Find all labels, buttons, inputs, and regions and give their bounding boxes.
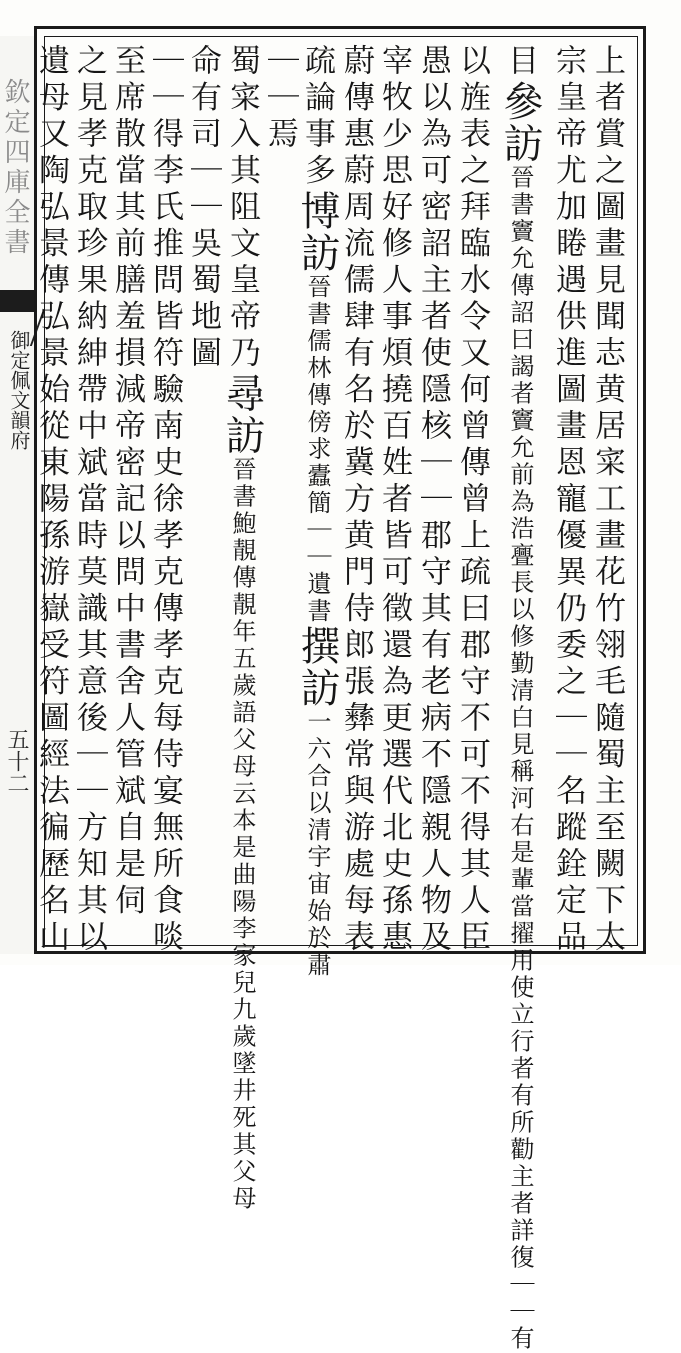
column-text: 遺母又陶弘景傳弘景始從東陽孫游嶽受符圖經法徧歷名山 xyxy=(33,44,69,957)
entry-heading: 博訪 xyxy=(294,190,340,274)
text-column-2 xyxy=(547,44,595,957)
column-text: 至席散當其前膳羞損減帝密記以問中書舍人管斌自是伺 xyxy=(109,44,145,920)
text-columns xyxy=(33,44,634,1353)
column-text: 宗皇帝尤加睠遇供進圖畫恩寵優異仍委之｜｜名蹤銓定品 xyxy=(550,44,586,957)
entry-heading: 尋訪 xyxy=(219,372,265,457)
text-column-3 xyxy=(497,44,547,1353)
column-text: 以旌表之拜臨水令又何曾傳曾上疏曰郡守不可不得其人臣 xyxy=(454,44,490,957)
edge-header-text: 欽定四庫全書 xyxy=(0,78,30,258)
entry-annotation: 晉書儒林傳傍求蠹簡｜｜遺書 xyxy=(303,274,331,625)
column-text: 上者賞之圖畫見聞志黄居寀工畫花竹翎毛隨蜀主至闕下太 xyxy=(589,44,625,957)
page-number: 五十二 xyxy=(4,728,29,794)
column-text: ｜｜得李氏推問皆符驗南史徐孝克傳孝克每侍宴無所食啖 xyxy=(147,44,183,957)
column-text: 愚以為可密詔主者使隱核｜｜郡守其有老病不隱親人物及 xyxy=(415,44,451,957)
column-entry xyxy=(499,44,541,1353)
column-text: 宰牧少思好修人事煩撓百姓者皆可徵還為更選代北史孫惠 xyxy=(376,44,412,957)
column-text: 疏論事多 xyxy=(299,44,335,190)
entry-annotation: 一六合以清宇宙始於肅 xyxy=(303,709,331,979)
entry-heading: 撰訪 xyxy=(294,625,340,709)
text-column-15 xyxy=(30,44,78,957)
entry-heading: 參訪 xyxy=(497,80,543,165)
column-text: ｜｜焉 xyxy=(262,44,298,154)
entry-annotation: 晉書竇允傳詔曰謁者竇允前為浩亹長以修勤清白見稱河右是輩當擢用使立行者有所勸主者詳復｜｜有 xyxy=(506,164,534,1353)
book-title: 御定佩文韻府 xyxy=(7,330,31,450)
column-text: 蜀寀入其阻文皇帝乃 xyxy=(224,44,260,373)
column-text: 目 xyxy=(502,44,538,81)
entry-annotation: 晉書鮑靚傳靚年五歲語父母云本是曲陽李家兒九歲墜井死其父母 xyxy=(228,456,256,1213)
column-text: 蔚傳惠蔚周流儒肆有名於冀方黄門侍郎張彝常與游處每表 xyxy=(338,44,374,957)
column-text: 之見孝克取珍果納紳帶中斌當時莫識其意後｜｜方知其以 xyxy=(71,44,107,957)
column-text: 命有司｜｜吳蜀地圖 xyxy=(185,44,221,373)
